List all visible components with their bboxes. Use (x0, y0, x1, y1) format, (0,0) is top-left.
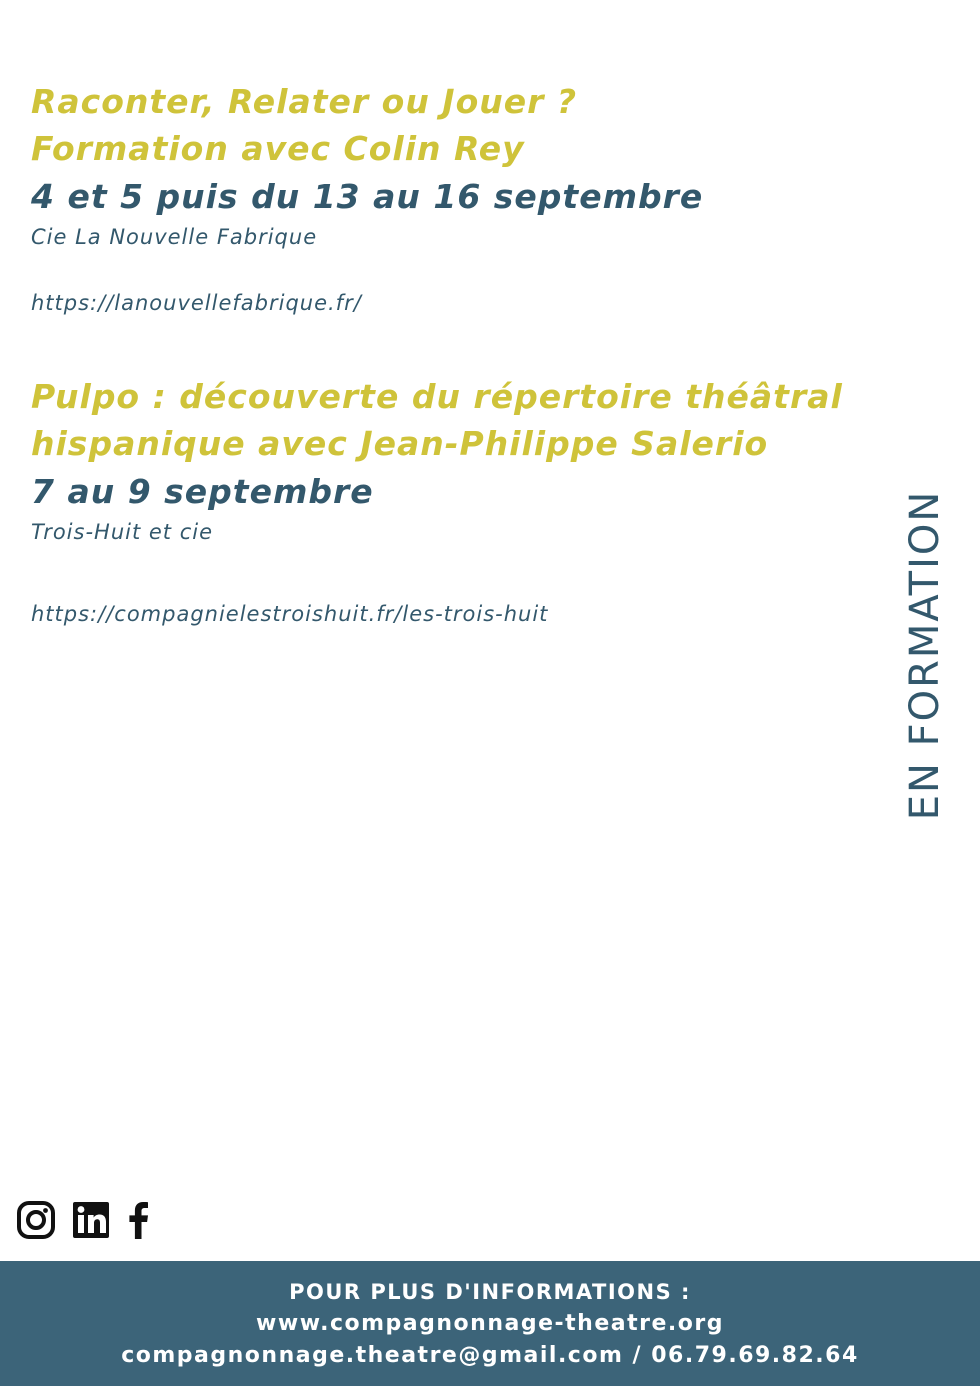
section-side-label: EN FORMATION (902, 489, 948, 821)
footer-email-link[interactable]: compagnonnage.theatre@gmail.com (121, 1343, 624, 1368)
instagram-icon[interactable] (16, 1200, 56, 1240)
event-title-line-1: Pulpo : découverte du répertoire théâtral (31, 377, 843, 416)
footer-heading: POUR PLUS D'INFORMATIONS : (289, 1280, 691, 1304)
event-title-line-1: Raconter, Relater ou Jouer ? (31, 82, 578, 121)
event-title-line-2: hispanique avec Jean-Philippe Salerio (31, 424, 769, 463)
footer-website-link[interactable]: www.compagnonnage-theatre.org (256, 1311, 724, 1336)
event-company: Cie La Nouvelle Fabrique (31, 225, 318, 249)
footer-contact-bar (0, 1261, 980, 1386)
event-company: Trois-Huit et cie (31, 520, 214, 544)
footer-contact-line (0, 1340, 980, 1372)
event-dates: 7 au 9 septembre (31, 472, 374, 511)
footer-separator: / (623, 1343, 652, 1368)
event-link[interactable]: https://lanouvellefabrique.fr/ (31, 291, 362, 315)
event-block-2 (31, 373, 871, 629)
linkedin-icon[interactable] (72, 1201, 110, 1239)
event-link[interactable]: https://compagnielestroishuit.fr/les-trois-huit (31, 602, 549, 626)
event-dates: 4 et 5 puis du 13 au 16 septembre (31, 177, 704, 216)
event-title-line-2: Formation avec Colin Rey (31, 129, 525, 168)
social-links (16, 1200, 150, 1240)
footer-phone[interactable]: 06.79.69.82.64 (651, 1343, 859, 1368)
event-block-1 (31, 78, 871, 318)
facebook-icon[interactable] (126, 1201, 150, 1239)
